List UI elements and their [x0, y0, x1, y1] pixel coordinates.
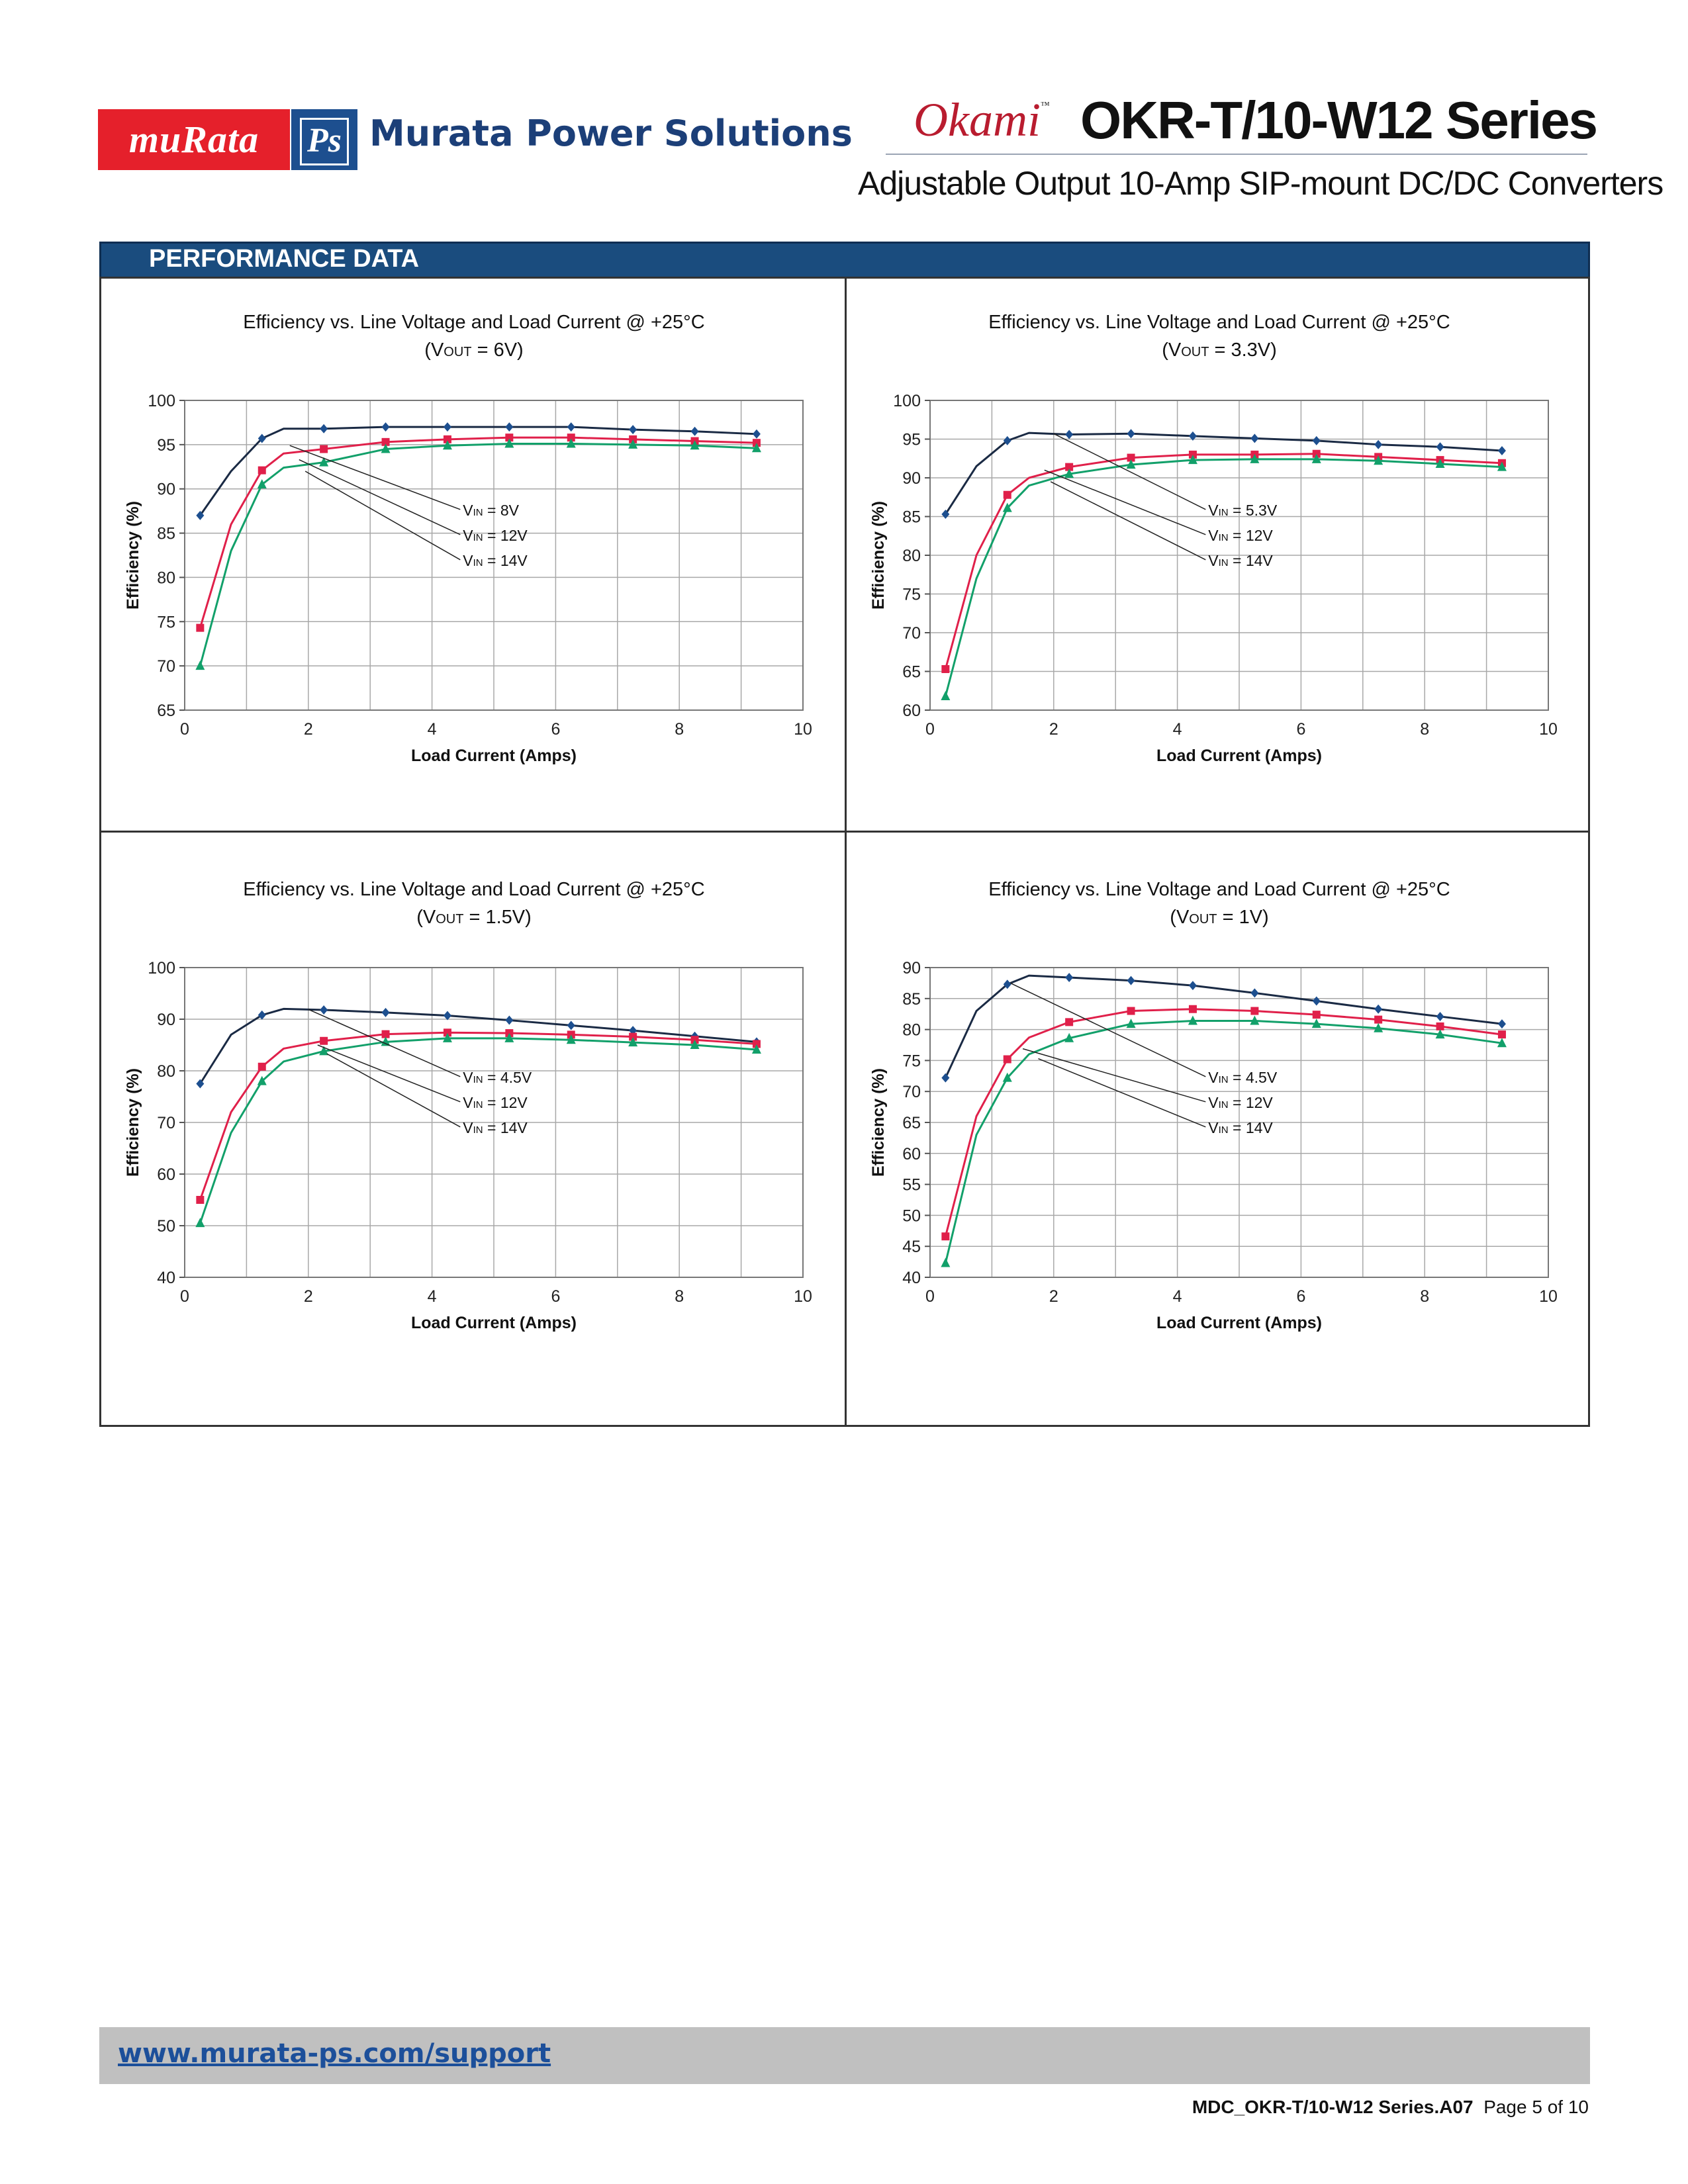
y-axis-label: Efficiency (%) — [124, 501, 142, 610]
y-tick-label: 100 — [893, 392, 921, 410]
y-tick-label: 60 — [902, 1144, 921, 1163]
x-axis-label: Load Current (Amps) — [1156, 747, 1322, 765]
y-tick-label: 70 — [902, 624, 921, 643]
x-tick-label: 4 — [427, 1287, 437, 1306]
y-tick-label: 50 — [157, 1217, 175, 1236]
y-tick-label: 80 — [902, 547, 921, 565]
x-tick-label: 10 — [1539, 720, 1558, 739]
y-tick-label: 40 — [157, 1269, 175, 1287]
x-tick-label: 0 — [925, 720, 935, 739]
x-tick-label: 10 — [794, 720, 812, 739]
data-point-vin-12v — [196, 1196, 204, 1204]
y-tick-label: 85 — [902, 508, 921, 527]
x-tick-label: 8 — [1420, 1287, 1430, 1306]
data-point-vin-12v — [1313, 1011, 1321, 1019]
footer-document-info — [1192, 2097, 1589, 2118]
x-axis-label: Load Current (Amps) — [411, 747, 577, 765]
x-tick-label: 2 — [1049, 1287, 1058, 1306]
x-tick-label: 6 — [551, 1287, 561, 1306]
y-tick-label: 65 — [902, 1114, 921, 1132]
y-tick-label: 90 — [157, 1011, 175, 1029]
data-point-vin-12v — [320, 445, 328, 453]
x-tick-label: 6 — [1296, 1287, 1306, 1306]
y-tick-label: 90 — [157, 480, 175, 499]
legend-label-vin-12v: VIN = 12V — [463, 1093, 528, 1111]
legend-label-vin-low: VIN = 4.5V — [1208, 1068, 1278, 1086]
x-tick-label: 2 — [303, 720, 313, 739]
data-point-vin-12v — [1065, 1018, 1073, 1026]
x-tick-label: 6 — [1296, 720, 1306, 739]
y-tick-label: 80 — [157, 1062, 175, 1081]
y-tick-label: 65 — [902, 662, 921, 682]
legend-label-vin-14v: VIN = 14V — [463, 1118, 528, 1136]
data-point-vin-12v — [258, 467, 266, 475]
chart-panel-vout-1v — [847, 833, 1592, 1386]
chart-panel-vout-1-5v — [101, 833, 847, 1386]
legend-label-vin-low: VIN = 8V — [463, 501, 520, 519]
x-tick-label: 2 — [1049, 720, 1058, 739]
y-tick-label: 75 — [902, 1052, 921, 1071]
y-tick-label: 100 — [148, 959, 175, 978]
x-axis-label: Load Current (Amps) — [411, 1314, 577, 1332]
data-point-vin-12v — [1189, 1005, 1197, 1013]
y-tick-label: 60 — [157, 1165, 175, 1184]
chart-subtitle: (VOUT = 1V) — [1170, 907, 1269, 928]
y-tick-label: 65 — [157, 702, 175, 720]
y-axis-label: Efficiency (%) — [124, 1068, 142, 1177]
legend-label-vin-14v: VIN = 14V — [1208, 1118, 1273, 1136]
x-tick-label: 0 — [180, 1287, 189, 1306]
okami-brand-text: Okami — [914, 93, 1041, 146]
y-tick-label: 90 — [902, 959, 921, 978]
x-tick-label: 4 — [427, 720, 437, 739]
data-point-vin-12v — [941, 665, 949, 673]
data-point-vin-12v — [196, 624, 204, 632]
chart-title: Efficiency vs. Line Voltage and Load Current @ +25°C — [243, 879, 705, 900]
y-tick-label: 70 — [902, 1083, 921, 1102]
data-point-vin-12v — [258, 1063, 266, 1071]
support-link[interactable]: www.murata-ps.com/support — [118, 2038, 551, 2069]
chart-svg — [101, 833, 847, 1386]
legend-label-vin-12v: VIN = 12V — [1208, 526, 1273, 544]
chart-panel-vout-6v — [101, 279, 847, 832]
x-tick-label: 0 — [925, 1287, 935, 1306]
y-axis-label: Efficiency (%) — [869, 1068, 888, 1177]
data-point-vin-12v — [941, 1232, 949, 1240]
x-tick-label: 6 — [551, 720, 561, 739]
y-tick-label: 100 — [148, 392, 175, 410]
y-tick-label: 85 — [157, 524, 175, 543]
y-tick-label: 80 — [157, 569, 175, 588]
legend-label-vin-12v: VIN = 12V — [1208, 1093, 1273, 1111]
x-tick-label: 10 — [1539, 1287, 1558, 1306]
chart-svg — [847, 833, 1592, 1386]
data-point-vin-12v — [1250, 1007, 1258, 1015]
company-name: Murata Power Solutions — [369, 113, 853, 154]
chart-svg — [847, 279, 1592, 832]
x-tick-label: 10 — [794, 1287, 812, 1306]
legend-label-vin-14v: VIN = 14V — [1208, 551, 1273, 569]
x-tick-label: 8 — [675, 1287, 684, 1306]
x-tick-label: 8 — [675, 720, 684, 739]
y-axis-label: Efficiency (%) — [869, 501, 888, 610]
x-axis-label: Load Current (Amps) — [1156, 1314, 1322, 1332]
legend-label-vin-12v: VIN = 12V — [463, 526, 528, 544]
data-point-vin-12v — [1498, 1030, 1506, 1038]
power-solutions-logo — [291, 109, 357, 170]
y-tick-label: 75 — [902, 585, 921, 604]
trademark-mark: ™ — [1040, 101, 1050, 111]
legend-label-vin-low: VIN = 5.3V — [1208, 501, 1278, 519]
y-tick-label: 60 — [902, 702, 921, 720]
product-subtitle: Adjustable Output 10-Amp SIP-mount DC/DC Converters — [858, 165, 1664, 202]
x-tick-label: 2 — [303, 1287, 313, 1306]
x-tick-label: 0 — [180, 720, 189, 739]
header-rule — [886, 154, 1587, 155]
y-tick-label: 95 — [157, 435, 175, 455]
chart-title: Efficiency vs. Line Voltage and Load Current @ +25°C — [988, 879, 1450, 900]
section-title: PERFORMANCE DATA — [149, 245, 420, 273]
chart-title: Efficiency vs. Line Voltage and Load Current @ +25°C — [243, 312, 705, 333]
y-tick-label: 45 — [902, 1238, 921, 1257]
y-tick-label: 50 — [902, 1206, 921, 1226]
legend-label-vin-low: VIN = 4.5V — [463, 1068, 532, 1086]
y-tick-label: 40 — [902, 1269, 921, 1287]
data-point-vin-12v — [1004, 1056, 1011, 1064]
y-tick-label: 85 — [902, 989, 921, 1009]
y-tick-label: 80 — [902, 1021, 921, 1040]
chart-subtitle: (VOUT = 3.3V) — [1162, 340, 1277, 361]
y-tick-label: 75 — [157, 613, 175, 632]
y-tick-label: 95 — [902, 430, 921, 449]
chart-subtitle: (VOUT = 6V) — [424, 340, 524, 361]
chart-svg — [101, 279, 847, 832]
legend-label-vin-14v: VIN = 14V — [463, 551, 528, 569]
chart-panel-vout-3-3v — [847, 279, 1592, 832]
x-tick-label: 4 — [1172, 1287, 1182, 1306]
y-tick-label: 90 — [902, 469, 921, 488]
y-tick-label: 70 — [157, 657, 175, 676]
data-point-vin-12v — [320, 1037, 328, 1045]
x-tick-label: 8 — [1420, 720, 1430, 739]
okami-brand — [914, 93, 1050, 148]
ps-logo-text: Ps — [300, 118, 349, 165]
series-title: OKR-T/10-W12 Series — [1080, 91, 1597, 150]
x-tick-label: 4 — [1172, 720, 1182, 739]
chart-title: Efficiency vs. Line Voltage and Load Current @ +25°C — [988, 312, 1450, 333]
document-id: MDC_OKR-T/10-W12 Series.A07 — [1192, 2097, 1474, 2117]
y-tick-label: 70 — [157, 1114, 175, 1132]
data-point-vin-12v — [1004, 491, 1011, 499]
page-number: Page 5 of 10 — [1483, 2097, 1589, 2117]
chart-subtitle: (VOUT = 1.5V) — [416, 907, 532, 928]
data-point-vin-12v — [1127, 1007, 1135, 1015]
murata-logo: muRata — [98, 109, 290, 170]
y-tick-label: 55 — [902, 1175, 921, 1195]
data-point-vin-12v — [1374, 1016, 1382, 1024]
